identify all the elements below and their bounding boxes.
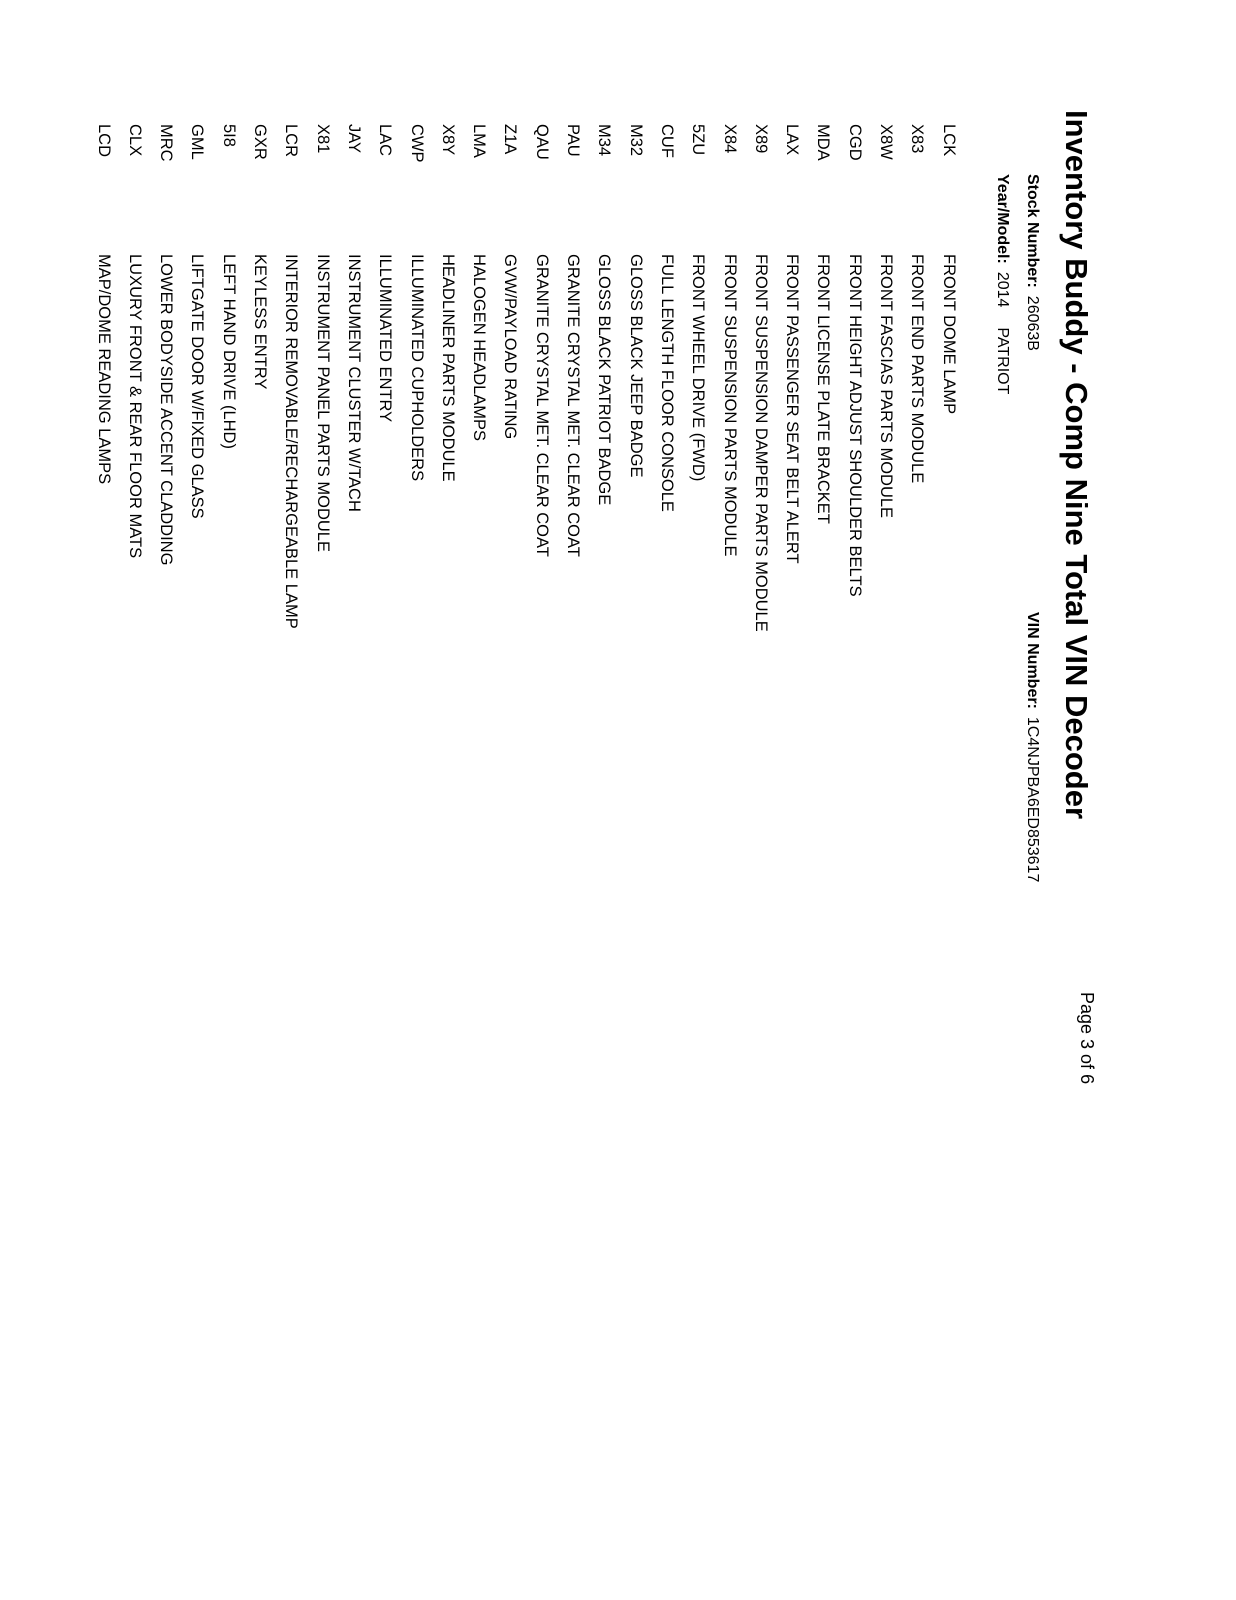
option-description: FRONT SUSPENSION PARTS MODULE bbox=[720, 254, 739, 557]
option-description: FRONT HEIGHT ADJUST SHOULDER BELTS bbox=[845, 254, 864, 597]
stock-number-label: Stock Number: bbox=[1024, 174, 1041, 288]
model-value: PATRIOT bbox=[994, 327, 1011, 395]
option-row bbox=[682, 124, 713, 632]
option-code: MDA bbox=[814, 124, 833, 161]
option-description: FRONT PASSENGER SEAT BELT ALERT bbox=[783, 254, 802, 564]
option-code: CWP bbox=[407, 124, 426, 163]
option-code: X83 bbox=[908, 124, 927, 154]
year-value: 2014 bbox=[994, 271, 1011, 308]
option-code: GML bbox=[188, 124, 207, 160]
option-row bbox=[119, 124, 150, 632]
year-model-row bbox=[994, 174, 1010, 394]
option-row bbox=[776, 124, 807, 632]
option-code: JAY bbox=[344, 124, 363, 154]
option-code: 5ZU bbox=[689, 124, 708, 156]
option-code: Z1A bbox=[501, 124, 520, 155]
option-row bbox=[213, 124, 244, 632]
option-code: X81 bbox=[313, 124, 332, 154]
option-row bbox=[244, 124, 275, 632]
option-description: GLOSS BLACK PATRIOT BADGE bbox=[595, 254, 614, 506]
option-code: LMA bbox=[470, 124, 489, 158]
option-description: KEYLESS ENTRY bbox=[251, 254, 270, 390]
option-row bbox=[338, 124, 369, 632]
option-code: GXR bbox=[251, 124, 270, 160]
option-row bbox=[620, 124, 651, 632]
option-row bbox=[432, 124, 463, 632]
option-list bbox=[88, 124, 964, 632]
option-description: MAP/DOME READING LAMPS bbox=[94, 254, 113, 485]
option-description: ILLUMINATED ENTRY bbox=[376, 254, 395, 423]
option-code: X84 bbox=[720, 124, 739, 154]
option-code: CUF bbox=[657, 124, 676, 158]
option-description: GLOSS BLACK JEEP BADGE bbox=[626, 254, 645, 478]
vin-number-label: VIN Number: bbox=[1024, 612, 1041, 709]
option-row bbox=[150, 124, 181, 632]
option-code: LCK bbox=[939, 124, 958, 157]
option-row bbox=[588, 124, 619, 632]
page-title: Inventory Buddy - Comp Nine Total VIN Decoder bbox=[1059, 110, 1094, 820]
option-description: INSTRUMENT CLUSTER W/TACH bbox=[344, 254, 363, 512]
option-row bbox=[745, 124, 776, 632]
option-description: HALOGEN HEADLAMPS bbox=[470, 254, 489, 442]
option-row bbox=[526, 124, 557, 632]
option-description: ILLUMINATED CUPHOLDERS bbox=[407, 254, 426, 482]
option-code: LAX bbox=[783, 124, 802, 156]
option-row bbox=[401, 124, 432, 632]
option-row bbox=[808, 124, 839, 632]
option-row bbox=[651, 124, 682, 632]
option-row bbox=[714, 124, 745, 632]
option-description: LOWER BODYSIDE ACCENT CLADDING bbox=[157, 254, 176, 566]
option-code: 5I8 bbox=[219, 124, 238, 147]
year-model-label: Year/Model: bbox=[994, 174, 1011, 264]
option-code: MRC bbox=[157, 124, 176, 162]
vin-number-value: 1C4NJPBA6ED853617 bbox=[1024, 716, 1041, 883]
option-code: X8Y bbox=[438, 124, 457, 156]
option-description: GRANITE CRYSTAL MET. CLEAR COAT bbox=[532, 254, 551, 557]
option-description: LEFT HAND DRIVE (LHD) bbox=[219, 254, 238, 449]
option-description: FRONT SUSPENSION DAMPER PARTS MODULE bbox=[751, 254, 770, 632]
option-row bbox=[839, 124, 870, 632]
option-code: CGD bbox=[845, 124, 864, 161]
option-code: PAU bbox=[564, 124, 583, 157]
option-code: X89 bbox=[751, 124, 770, 154]
option-code: M32 bbox=[626, 124, 645, 157]
option-description: FRONT LICENSE PLATE BRACKET bbox=[814, 254, 833, 524]
option-code: M34 bbox=[595, 124, 614, 157]
option-row bbox=[88, 124, 119, 632]
page-number: Page 3 of 6 bbox=[1077, 992, 1097, 1085]
option-code: CLX bbox=[125, 124, 144, 157]
option-row bbox=[870, 124, 901, 632]
option-row bbox=[275, 124, 306, 632]
option-row bbox=[557, 124, 588, 632]
stock-number-value: 26063B bbox=[1024, 295, 1041, 351]
option-description: HEADLINER PARTS MODULE bbox=[438, 254, 457, 482]
stock-number-row bbox=[1024, 174, 1040, 351]
option-description: FRONT DOME LAMP bbox=[939, 254, 958, 415]
option-description: INTERIOR REMOVABLE/RECHARGEABLE LAMP bbox=[282, 254, 301, 629]
option-row bbox=[307, 124, 338, 632]
option-row bbox=[182, 124, 213, 632]
option-description: GVW/PAYLOAD RATING bbox=[501, 254, 520, 440]
option-code: LCD bbox=[94, 124, 113, 158]
option-description: LUXURY FRONT & REAR FLOOR MATS bbox=[125, 254, 144, 559]
vin-number-row bbox=[1024, 612, 1040, 882]
option-description: INSTRUMENT PANEL PARTS MODULE bbox=[313, 254, 332, 552]
option-row bbox=[495, 124, 526, 632]
option-code: LAC bbox=[376, 124, 395, 157]
option-row bbox=[901, 124, 932, 632]
option-description: GRANITE CRYSTAL MET. CLEAR COAT bbox=[564, 254, 583, 557]
option-description: FRONT END PARTS MODULE bbox=[908, 254, 927, 484]
option-row bbox=[933, 124, 964, 632]
option-code: LCR bbox=[282, 124, 301, 158]
option-code: X8W bbox=[877, 124, 896, 160]
option-description: FRONT FASCIAS PARTS MODULE bbox=[877, 254, 896, 519]
option-description: FRONT WHEEL DRIVE (FWD) bbox=[689, 254, 708, 482]
option-row bbox=[463, 124, 494, 632]
option-row bbox=[369, 124, 400, 632]
option-code: QAU bbox=[532, 124, 551, 160]
option-description: LIFTGATE DOOR W/FIXED GLASS bbox=[188, 254, 207, 519]
option-description: FULL LENGTH FLOOR CONSOLE bbox=[657, 254, 676, 512]
